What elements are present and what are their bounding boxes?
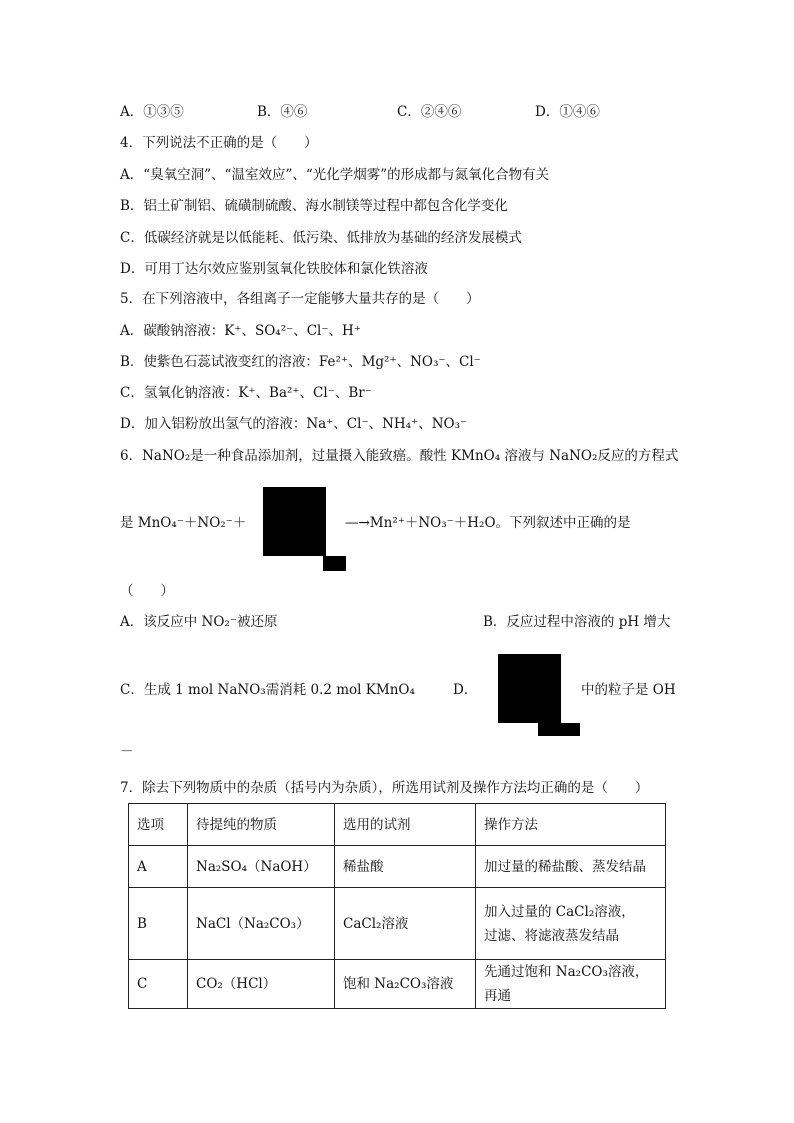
q7-table	[128, 803, 666, 1009]
table-cell: 加过量的稀盐酸、蒸发结晶	[476, 846, 666, 888]
q6-blank-box	[263, 487, 326, 556]
q4-option-c: C．低碳经济就是以低能耗、低污染、低排放为基础的经济发展模式	[120, 230, 522, 246]
q3-option-b: B．④⑥	[257, 104, 308, 120]
table-cell: B	[129, 888, 188, 960]
table-cell: 稀盐酸	[335, 846, 476, 888]
q6-option-d-suffix: 中的粒子是 OH	[581, 682, 676, 698]
table-cell: C	[129, 960, 188, 1009]
q5-option-d: D．加入铝粉放出氢气的溶液：Na⁺、Cl⁻、NH₄⁺、NO₃⁻	[120, 416, 468, 432]
q6-equation-right: —→Mn²⁺＋NO₃⁻＋H₂O。下列叙述中正确的是	[345, 515, 631, 531]
q4-option-d: D．可用丁达尔效应鉴别氢氧化铁胶体和氯化铁溶液	[120, 261, 428, 277]
q6-option-a: A．该反应中 NO₂⁻被还原	[120, 614, 278, 630]
q5-option-a: A．碳酸钠溶液：K⁺、SO₄²⁻、Cl⁻、H⁺	[120, 323, 361, 339]
q5-option-c: C．氢氧化钠溶液：K⁺、Ba²⁺、Cl⁻、Br⁻	[120, 385, 372, 401]
table-cell: Na₂SO₄（NaOH）	[188, 846, 335, 888]
cell-line: 加入过量的 CaCl₂溶液，	[484, 903, 635, 920]
q3-option-c: C．②④⑥	[397, 104, 462, 120]
q6-answer-paren: （ ）	[120, 583, 174, 599]
table-cell: 饱和 Na₂CO₃溶液	[335, 960, 476, 1009]
table-cell: CaCl₂溶液	[335, 888, 476, 960]
cell-line: 过滤、将滤液蒸发结晶	[484, 927, 619, 944]
q6-option-d-box-tab	[538, 723, 580, 736]
table-row	[129, 888, 666, 960]
table-cell: 先通过饱和 Na₂CO₃溶液，再通	[476, 960, 666, 1009]
q3-option-a: A．①③⑤	[120, 104, 184, 120]
header-cell: 选用的试剂	[335, 804, 476, 846]
table-cell: CO₂（HCl）	[188, 960, 335, 1009]
q6-blank-box-tab	[323, 556, 346, 571]
table-header-row	[129, 804, 666, 846]
q7-stem: 7．除去下列物质中的杂质（括号内为杂质），所选用试剂及操作方法均正确的是（ ）	[120, 780, 649, 796]
q6-option-c: C．生成 1 mol NaNO₃需消耗 0.2 mol KMnO₄	[120, 682, 415, 698]
header-cell: 选项	[129, 804, 188, 846]
q4-option-a: A．“臭氧空洞”、“温室效应”、“光化学烟雾”的形成都与氮氧化合物有关	[120, 167, 550, 183]
q5-option-b: B．使紫色石蕊试液变红的溶液：Fe²⁺、Mg²⁺、NO₃⁻、Cl⁻	[120, 354, 481, 370]
table-row	[129, 846, 666, 888]
header-cell: 待提纯的物质	[188, 804, 335, 846]
q5-stem: 5．在下列溶液中，各组离子一定能够大量共存的是（ ）	[120, 291, 480, 307]
q4-option-b: B．铝土矿制铝、硫磺制硫酸、海水制镁等过程中都包含化学变化	[120, 198, 508, 214]
table-cell-multiline	[476, 888, 666, 960]
q3-option-d: D．①④⑥	[535, 104, 600, 120]
q6-stem: 6．NaNO₂是一种食品添加剂，过量摄入能致癌。酸性 KMnO₄ 溶液与 NaNO₂反应的方程式	[120, 448, 679, 464]
header-cell: 操作方法	[476, 804, 666, 846]
q6-option-d-tail: －	[120, 744, 134, 760]
q6-equation-left: 是 MnO₄⁻＋NO₂⁻＋	[120, 515, 247, 531]
table-cell: NaCl（Na₂CO₃）	[188, 888, 335, 960]
q4-stem: 4．下列说法不正确的是（ ）	[120, 135, 318, 151]
q6-option-d-prefix: D．	[453, 682, 478, 698]
table-row	[129, 960, 666, 1009]
q6-option-b: B．反应过程中溶液的 pH 增大	[483, 614, 671, 630]
q6-option-d-box	[498, 654, 561, 723]
table-cell: A	[129, 846, 188, 888]
